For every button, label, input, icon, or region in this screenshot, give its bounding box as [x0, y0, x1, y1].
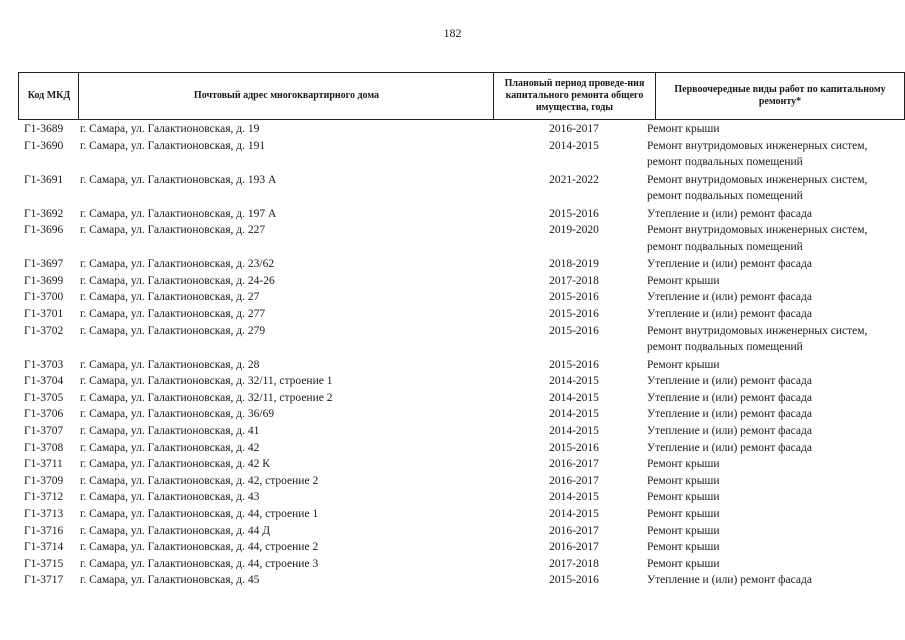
- table-row: [18, 323, 905, 357]
- row-period: 2014-2015: [549, 139, 599, 152]
- row-code: Г1-3717: [24, 574, 64, 587]
- table-row: [18, 373, 905, 390]
- table-row: [18, 456, 905, 473]
- row-work-line: Утепление и (или) ремонт фасада: [647, 424, 812, 437]
- row-work-line: Ремонт крыши: [647, 474, 720, 487]
- row-work-line: Ремонт крыши: [647, 524, 720, 537]
- row-period: 2019-2020: [549, 224, 599, 237]
- row-address: г. Самара, ул. Галактионовская, д. 227: [80, 224, 266, 237]
- row-period: 2018-2019: [549, 258, 599, 271]
- table-row: [18, 572, 905, 589]
- row-address: г. Самара, ул. Галактионовская, д. 23/62: [80, 258, 275, 271]
- row-address: г. Самара, ул. Галактионовская, д. 24-26: [80, 274, 275, 287]
- row-address: г. Самара, ул. Галактионовская, д. 42, строение 2: [80, 474, 319, 487]
- row-period: 2014-2015: [549, 424, 599, 437]
- row-code: Г1-3699: [24, 274, 64, 287]
- row-works: [647, 440, 905, 457]
- row-work-line: ремонт подвальных помещений: [647, 156, 803, 169]
- row-address: г. Самара, ул. Галактионовская, д. 44 Д: [80, 524, 271, 537]
- row-code: Г1-3712: [24, 491, 64, 504]
- row-code: Г1-3692: [24, 207, 64, 220]
- table-body: [18, 121, 905, 589]
- row-work-line: Ремонт крыши: [647, 123, 720, 135]
- row-code: Г1-3689: [24, 123, 64, 135]
- row-work-line: ремонт подвальных помещений: [647, 341, 803, 354]
- row-period: 2014-2015: [549, 375, 599, 388]
- row-period: 2016-2017: [549, 474, 599, 487]
- table-row: [18, 121, 905, 138]
- row-code: Г1-3704: [24, 375, 64, 388]
- row-work-line: Ремонт внутридомовых инженерных систем,: [647, 224, 868, 237]
- row-code: Г1-3702: [24, 324, 64, 337]
- row-address: г. Самара, ул. Галактионовская, д. 191: [80, 139, 266, 152]
- table-row: [18, 489, 905, 506]
- row-work-line: Утепление и (или) ремонт фасада: [647, 408, 812, 421]
- table-row: [18, 556, 905, 573]
- row-works: [647, 572, 905, 589]
- row-works: [647, 206, 905, 223]
- row-address: г. Самара, ул. Галактионовская, д. 19: [80, 123, 260, 135]
- row-address: г. Самара, ул. Галактионовская, д. 42 К: [80, 458, 270, 471]
- row-code: Г1-3700: [24, 291, 64, 304]
- row-code: Г1-3697: [24, 258, 64, 271]
- row-address: г. Самара, ул. Галактионовская, д. 32/11, строение 1: [80, 375, 333, 388]
- row-works: [647, 306, 905, 323]
- row-works: [647, 323, 905, 356]
- row-work-line: Ремонт крыши: [647, 557, 720, 570]
- row-code: Г1-3709: [24, 474, 64, 487]
- row-work-line: ремонт подвальных помещений: [647, 240, 803, 253]
- row-code: Г1-3690: [24, 139, 64, 152]
- table-row: [18, 138, 905, 172]
- row-works: [647, 357, 905, 374]
- row-period: 2017-2018: [549, 557, 599, 570]
- row-code: Г1-3696: [24, 224, 64, 237]
- row-period: 2021-2022: [549, 173, 599, 186]
- row-works: [647, 373, 905, 390]
- row-works: [647, 506, 905, 523]
- row-code: Г1-3714: [24, 541, 64, 554]
- row-work-line: Утепление и (или) ремонт фасада: [647, 391, 812, 404]
- table-row: [18, 506, 905, 523]
- row-code: Г1-3713: [24, 507, 64, 520]
- row-work-line: Ремонт крыши: [647, 358, 720, 371]
- row-address: г. Самара, ул. Галактионовская, д. 36/69: [80, 408, 275, 421]
- row-address: г. Самара, ул. Галактионовская, д. 44, строение 3: [80, 557, 319, 570]
- table-row: [18, 273, 905, 290]
- row-works: [647, 222, 905, 255]
- row-address: г. Самара, ул. Галактионовская, д. 42: [80, 441, 260, 454]
- row-period: 2017-2018: [549, 274, 599, 287]
- row-work-line: Ремонт крыши: [647, 541, 720, 554]
- table-row: [18, 523, 905, 540]
- row-address: г. Самара, ул. Галактионовская, д. 45: [80, 574, 260, 587]
- row-period: 2016-2017: [549, 524, 599, 537]
- row-work-line: Ремонт крыши: [647, 491, 720, 504]
- row-period: 2015-2016: [549, 291, 599, 304]
- row-period: 2015-2016: [549, 324, 599, 337]
- row-work-line: Ремонт крыши: [647, 507, 720, 520]
- row-period: 2014-2015: [549, 507, 599, 520]
- row-period: 2016-2017: [549, 541, 599, 554]
- row-work-line: Утепление и (или) ремонт фасада: [647, 307, 812, 320]
- table-row: [18, 473, 905, 490]
- row-works: [647, 172, 905, 205]
- table-row: [18, 357, 905, 374]
- row-period: 2014-2015: [549, 391, 599, 404]
- row-works: [647, 406, 905, 423]
- row-period: 2015-2016: [549, 207, 599, 220]
- row-period: 2014-2015: [549, 408, 599, 421]
- row-works: [647, 256, 905, 273]
- row-work-line: Ремонт крыши: [647, 274, 720, 287]
- row-works: [647, 273, 905, 290]
- row-works: [647, 473, 905, 490]
- row-works: [647, 138, 905, 171]
- row-period: 2015-2016: [549, 307, 599, 320]
- row-address: г. Самара, ул. Галактионовская, д. 44, строение 1: [80, 507, 319, 520]
- row-address: г. Самара, ул. Галактионовская, д. 43: [80, 491, 260, 504]
- row-address: г. Самара, ул. Галактионовская, д. 41: [80, 424, 260, 437]
- row-code: Г1-3701: [24, 307, 64, 320]
- row-works: [647, 390, 905, 407]
- row-works: [647, 539, 905, 556]
- row-works: [647, 456, 905, 473]
- table-row: [18, 306, 905, 323]
- table-header: [18, 72, 905, 120]
- row-work-line: Утепление и (или) ремонт фасада: [647, 441, 812, 454]
- row-code: Г1-3706: [24, 408, 64, 421]
- table-row: [18, 406, 905, 423]
- row-period: 2015-2016: [549, 358, 599, 371]
- row-code: Г1-3716: [24, 524, 64, 537]
- table-row: [18, 423, 905, 440]
- table-row: [18, 172, 905, 206]
- row-address: г. Самара, ул. Галактионовская, д. 27: [80, 291, 260, 304]
- row-work-line: ремонт подвальных помещений: [647, 190, 803, 203]
- header-period: Плановый период проведе-ния капитального ремонта общего имущества, годы: [493, 73, 655, 119]
- row-period: 2016-2017: [549, 123, 599, 135]
- row-works: [647, 289, 905, 306]
- header-code: Код МКД: [18, 73, 79, 119]
- row-address: г. Самара, ул. Галактионовская, д. 44, строение 2: [80, 541, 319, 554]
- row-code: Г1-3707: [24, 424, 64, 437]
- row-address: г. Самара, ул. Галактионовская, д. 32/11, строение 2: [80, 391, 333, 404]
- row-code: Г1-3691: [24, 173, 64, 186]
- row-code: Г1-3703: [24, 358, 64, 371]
- page-number: 182: [443, 26, 462, 40]
- row-address: г. Самара, ул. Галактионовская, д. 279: [80, 324, 266, 337]
- row-work-line: Утепление и (или) ремонт фасада: [647, 258, 812, 271]
- row-work-line: Ремонт крыши: [647, 458, 720, 471]
- row-code: Г1-3708: [24, 441, 64, 454]
- row-period: 2016-2017: [549, 458, 599, 471]
- row-code: Г1-3715: [24, 557, 64, 570]
- row-works: [647, 121, 905, 138]
- row-work-line: Ремонт внутридомовых инженерных систем,: [647, 173, 868, 186]
- table-row: [18, 390, 905, 407]
- row-works: [647, 489, 905, 506]
- table-row: [18, 539, 905, 556]
- row-address: г. Самара, ул. Галактионовская, д. 277: [80, 307, 266, 320]
- row-works: [647, 423, 905, 440]
- row-address: г. Самара, ул. Галактионовская, д. 193 А: [80, 173, 277, 186]
- row-address: г. Самара, ул. Галактионовская, д. 197 А: [80, 207, 277, 220]
- row-work-line: Утепление и (или) ремонт фасада: [647, 207, 812, 220]
- row-work-line: Утепление и (или) ремонт фасада: [647, 291, 812, 304]
- row-code: Г1-3705: [24, 391, 64, 404]
- row-work-line: Ремонт внутридомовых инженерных систем,: [647, 139, 868, 152]
- row-work-line: Утепление и (или) ремонт фасада: [647, 574, 812, 587]
- table-row: [18, 222, 905, 256]
- table-row: [18, 440, 905, 457]
- table-row: [18, 256, 905, 273]
- header-works: Первоочередные виды работ по капитальному ремонту*: [655, 73, 905, 119]
- table-row: [18, 289, 905, 306]
- row-period: 2015-2016: [549, 441, 599, 454]
- row-work-line: Утепление и (или) ремонт фасада: [647, 375, 812, 388]
- table-row: [18, 206, 905, 223]
- row-period: 2015-2016: [549, 574, 599, 587]
- header-address: Почтовый адрес многоквартирного дома: [78, 73, 494, 119]
- row-code: Г1-3711: [24, 458, 63, 471]
- row-period: 2014-2015: [549, 491, 599, 504]
- row-works: [647, 523, 905, 540]
- row-works: [647, 556, 905, 573]
- row-work-line: Ремонт внутридомовых инженерных систем,: [647, 324, 868, 337]
- row-address: г. Самара, ул. Галактионовская, д. 28: [80, 358, 260, 371]
